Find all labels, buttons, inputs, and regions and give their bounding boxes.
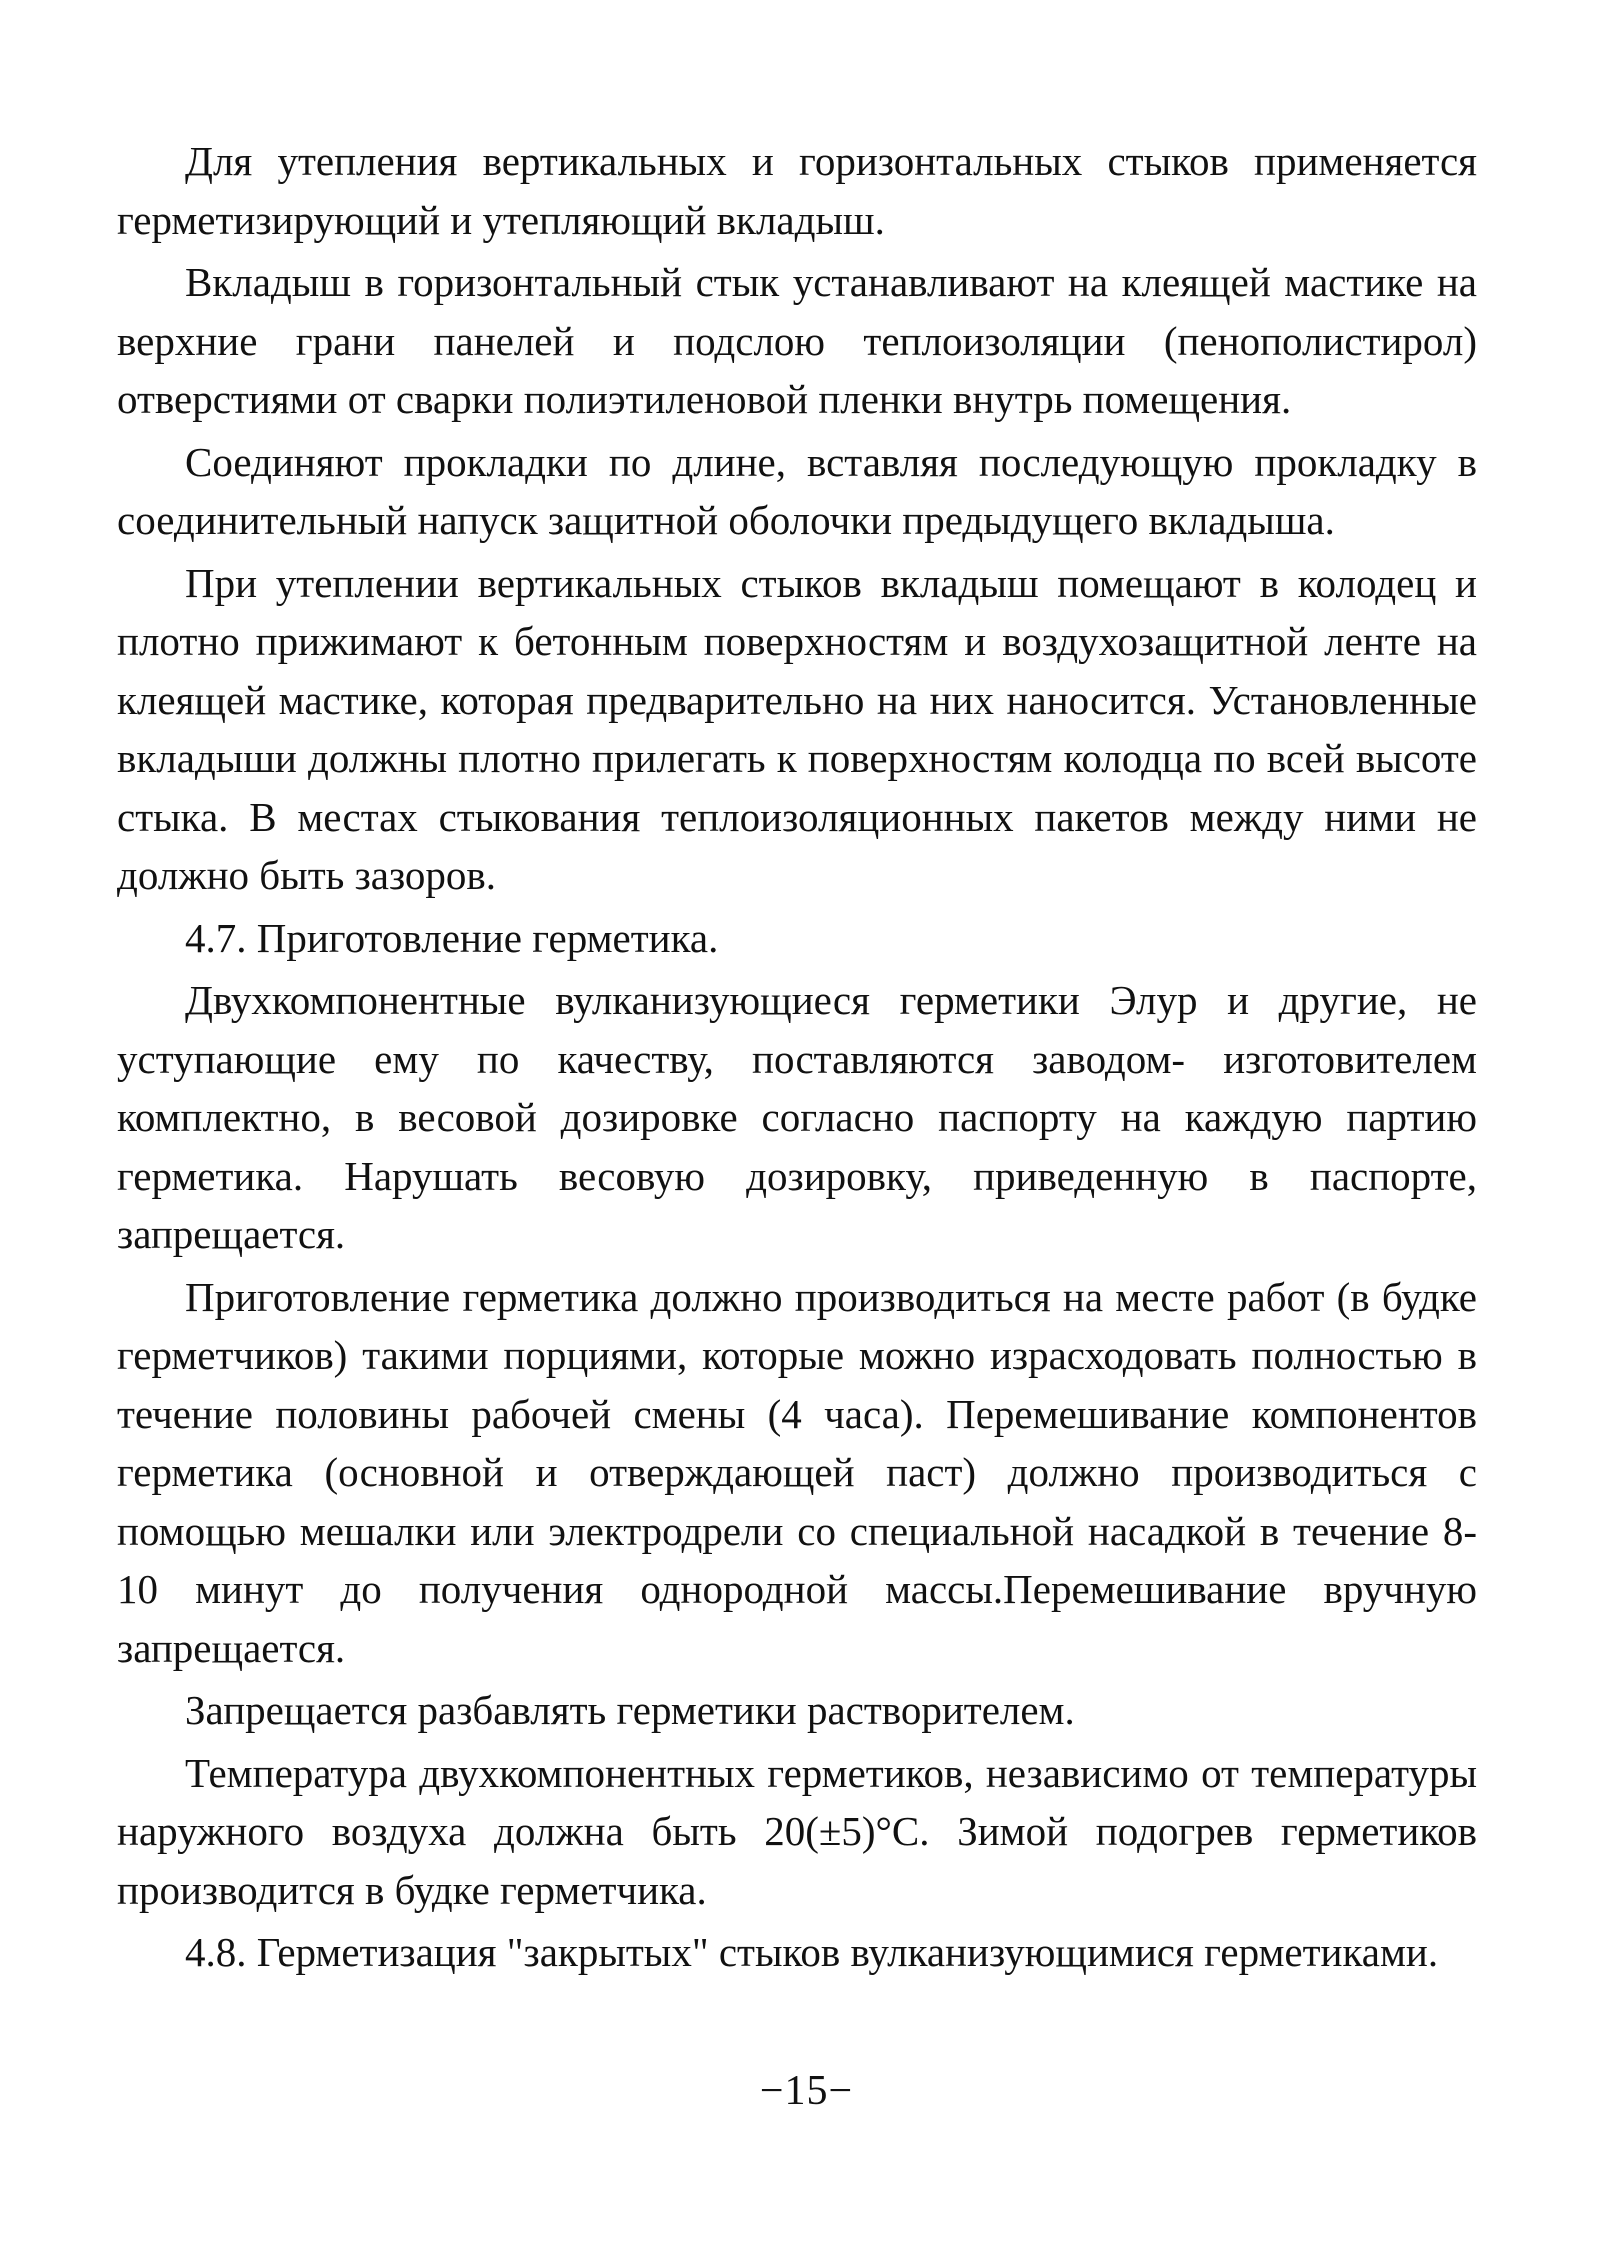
paragraph-gasket-joining: Соединяют прокладки по длине, вставляя последующую прокладку в соединительный напуск защитной оболочки предыдущего вкладыша. — [117, 438, 1477, 543]
page-number: −15− — [759, 2068, 854, 2114]
paragraph-horizontal-joint: Вкладыш в горизонтальный стык устанавливают на клеящей мастике на верхние грани панелей и подслою теплоизоляции (пенополистирол) отверстиями от сварки полиэтиленовой пленки внутрь помещения. — [117, 259, 1477, 422]
paragraph-no-solvent: Запрещается разбавлять герметики растворителем. — [185, 1687, 1075, 1733]
body-text — [117, 132, 1477, 1982]
paragraph-insulation-intro: Для утепления вертикальных и горизонтальных стыков применяется герметизирующий и утепляющий вкладыш. — [117, 138, 1477, 243]
section-heading-4-7: 4.7. Приготовление герметика. — [185, 914, 719, 961]
paragraph-sealant-preparation: Приготовление герметика должно производиться на месте работ (в будке герметчиков) такими порциями, которые можно израсходовать полностью в течение половины рабочей смены (4 часа). Перемешивание компонентов герметика (основной и отверждающей паст) должно производиться с помощью мешалки или электродрели со специальной насадкой в течение 8-10 минут до получения однородной массы.Перемешивание вручную запрещается. — [117, 1273, 1477, 1671]
paragraph-vertical-joint: При утеплении вертикальных стыков вкладыш помещают в колодец и плотно прижимают к бетонным поверхностям и воздухозащитной ленте на клеящей мастике, которая предварительно на них наносится. Установленные вкладыши должны плотно прилегать к поверхностям колодца по всей высоте стыка. В местах стыкования теплоизоляционных пакетов между ними не должно быть зазоров. — [117, 559, 1477, 898]
paragraph-sealant-temperature: Температура двухкомпонентных герметиков, независимо от температуры наружного воздуха должна быть 20(±5)°С. Зимой подогрев герметиков производится в будке герметчика. — [117, 1749, 1477, 1913]
paragraph-two-component-sealants: Двухкомпонентные вулканизующиеся герметики Элур и другие, не уступающие ему по качеству, поставляются заводом- изготовителем комплектно, в весовой дозировке согласно паспорту на каждую партию герметика. Нарушать весовую дозировку, приведенную в паспорте, запрещается. — [117, 977, 1477, 1257]
section-heading-4-8: 4.8. Герметизация "закрытых" стыков вулканизующимися герметиками. — [185, 1929, 1439, 1975]
